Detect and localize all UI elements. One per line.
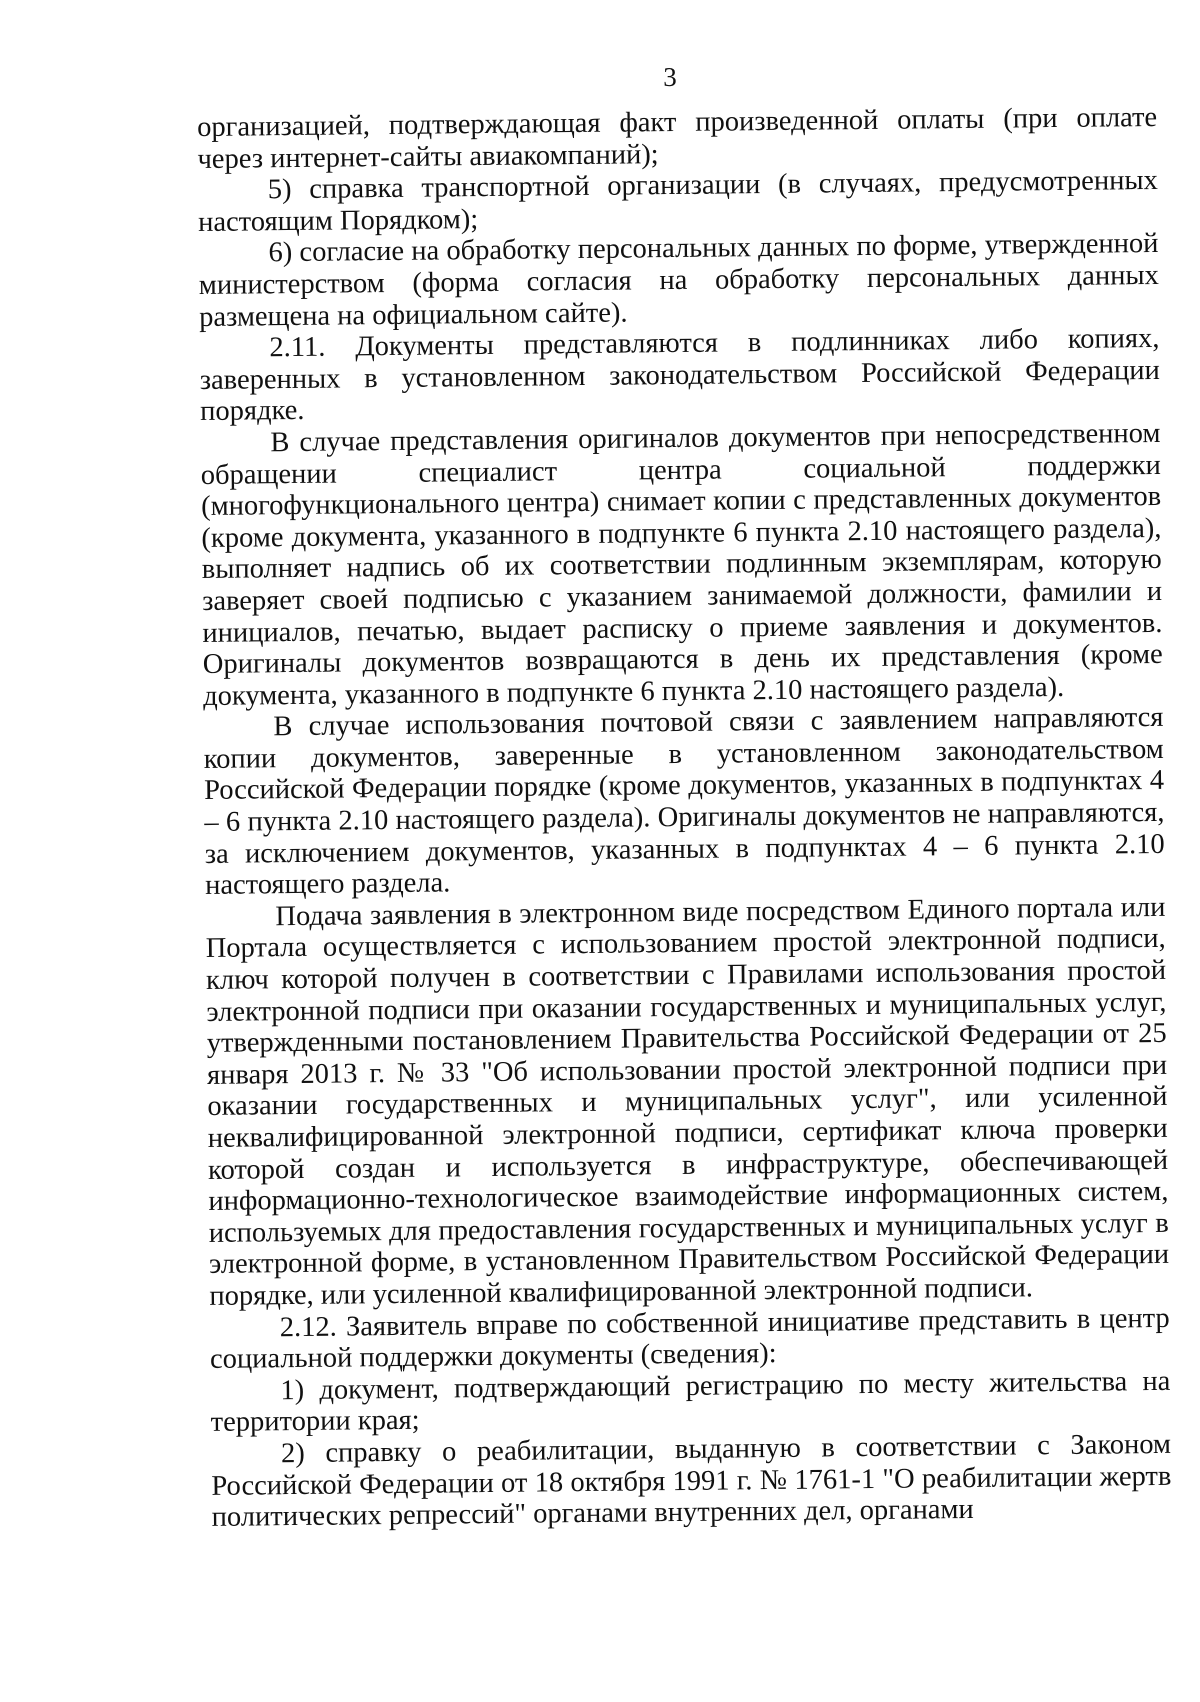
paragraph-continuation: организацией, подтверждающая факт произведенной оплаты (при оплате через интернет-сайты авиакомпаний); [197,101,1158,175]
paragraph-originals: В случае представления оригиналов документов при непосредственном обращении специалист центра социальной поддержки (многофункционального центра) снимает копии с представленных документов (кроме документа, указанного в подпункте 6 пункта 2.10 настоящего раздела), выполняет надпись об их соответствии подлинным экземплярам, которую заверяет своей подписью с указанием занимаемой должности, фамилии и инициалов, печатью, выдает расписку о приеме заявления и документов. Оригиналы документов возвращаются в день их представления (кроме документа, указанного в подпункте 6 пункта 2.10 настоящего раздела). [200,417,1163,712]
paragraph-electronic: Подача заявления в электронном виде посредством Единого портала или Портала осуществляется с использованием простой электронной подписи, ключ которой получен в соответствии с Правилами использования простой электронной подписи при оказании государственных и муниципальных услуг, утвержденными постановлением Правительства Российской Федерации от 25 января 2013 г. № 33 "Об использовании простой электронной подписи при оказании государственных и муниципальных услуг", или усиленной неквалифицированной электронной подписи, сертификат ключа проверки которой создан и используется в инфраструктуре, обеспечивающей информационно-технологическое взаимодействие информационных систем, используемых для предоставления государственных и муниципальных услуг в электронной форме, в установленном Правительством Российской Федерации порядке, или усиленной квалифицированной электронной подписи. [205,891,1170,1312]
paragraph-2-11: 2.11. Документы представляются в подлинниках либо копиях, заверенных в установленном законодательством Российской Федерации порядке. [199,323,1160,428]
paragraph-2-12: 2.12. Заявитель вправе по собственной инициативе представить в центр социальной поддержки документы (сведения): [209,1302,1170,1376]
document-body [197,102,1172,1534]
paragraph-item-1: 1) документ, подтверждающий регистрацию по месту жительства на территории края; [210,1365,1171,1439]
paragraph-item-5: 5) справка транспортной организации (в случаях, предусмотренных настоящим Порядком); [197,165,1158,238]
page-number: 3 [663,62,677,92]
paragraph-postal: В случае использования почтовой связи с заявлением направляются копии документов, заверенные в установленном законодательством Российской Федерации порядке (кроме документов, указанных в подпунктах 4 – 6 пункта 2.10 настоящего раздела). Оригиналы документов не направляются, за исключением документов, указанных в подпунктах 4 – 6 пункта 2.10 настоящего раздела. [203,702,1165,902]
paragraph-item-2: 2) справку о реабилитации, выданную в соответствии с Законом Российской Федерации от 18 октября 1991 г. № 1761-1 "О реабилитации жертв политических репрессий" органами внутренних дел, органами [211,1428,1172,1534]
paragraph-item-6: 6) согласие на обработку персональных данных по форме, утвержденной министерством (форма согласия на обработку персональных данных размещена на официальном сайте). [198,228,1159,333]
